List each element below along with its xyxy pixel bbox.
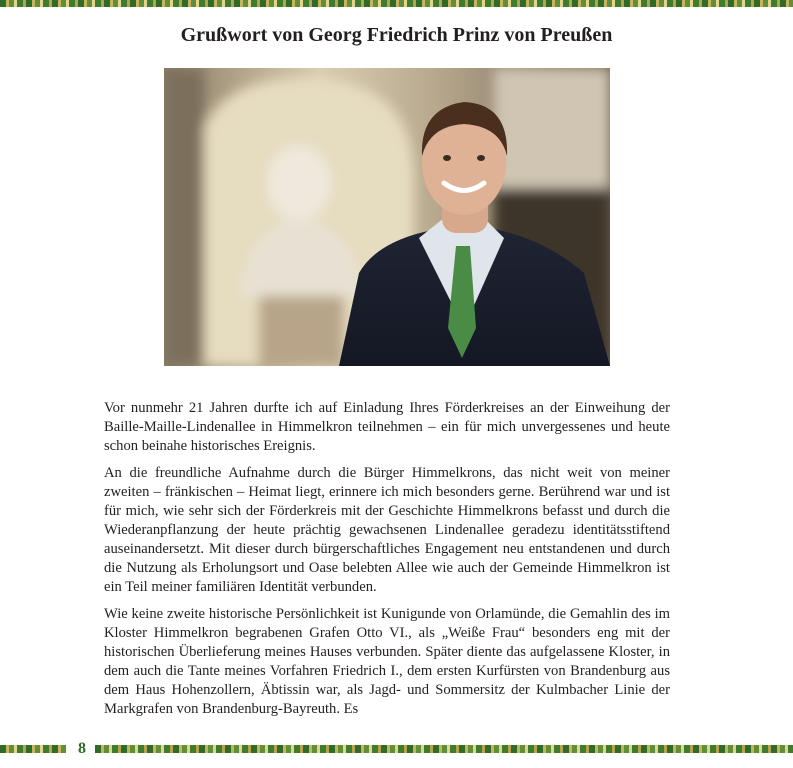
portrait-photo bbox=[164, 68, 610, 366]
decorative-border-bottom-right bbox=[95, 745, 793, 753]
paragraph-2: An die freundliche Aufnahme durch die Bürger Himmelkrons, das nicht weit von meiner zweiten – fränkischen – Heimat liegt, erinnere ich mich besonders gerne. Berührend war und ist für mich, wie sehr sich der Förderkreis mit der Geschichte Himmelkrons befasst und durch die Wiederanpflanzung der heute prächtig gewachsenen Lindenallee geradezu identitätsstiftend auseinandersetzt. Mit dieser durch bürgerschaftliches Engagement neu entstandenen und durch die Nutzung als Erholungsort und Oase belebten Allee wie auch der Gemeinde Himmelkron ist ein Teil meiner familiären Identität verbunden. bbox=[104, 465, 670, 595]
page-number: 8 bbox=[78, 740, 86, 757]
body-text bbox=[104, 399, 670, 727]
portrait-photo-icon bbox=[164, 68, 610, 366]
page-title: Grußwort von Georg Friedrich Prinz von Preußen bbox=[180, 24, 613, 46]
paragraph-1: Vor nunmehr 21 Jahren durfte ich auf Einladung Ihres Förderkreises an der Einweihung der Baille-Maille-Lindenallee in Himmelkron teilnehmen – ein für mich unvergessenes und heute schon beinahe historisches Ereignis. bbox=[104, 400, 670, 454]
paragraph-3: Wie keine zweite historische Persönlichkeit ist Kunigunde von Orlamünde, die Gemahlin des im Kloster Himmelkron begrabenen Grafen Otto VI., als „Weiße Frau“ besonders eng mit der historischen Überlieferung meines Hauses verbunden. Später diente das aufgelassene Kloster, in dem auch die Tante meines Vorfahren Friedrich I., dem ersten Kurfürsten von Brandenburg aus dem Haus Hohenzollern, Äbtissin war, als Jagd- und Sommersitz der Kulmbacher Linie der Markgrafen von Brandenburg-Bayreuth. Es bbox=[104, 606, 670, 717]
decorative-border-top bbox=[0, 0, 793, 7]
decorative-border-bottom-left bbox=[0, 745, 66, 753]
